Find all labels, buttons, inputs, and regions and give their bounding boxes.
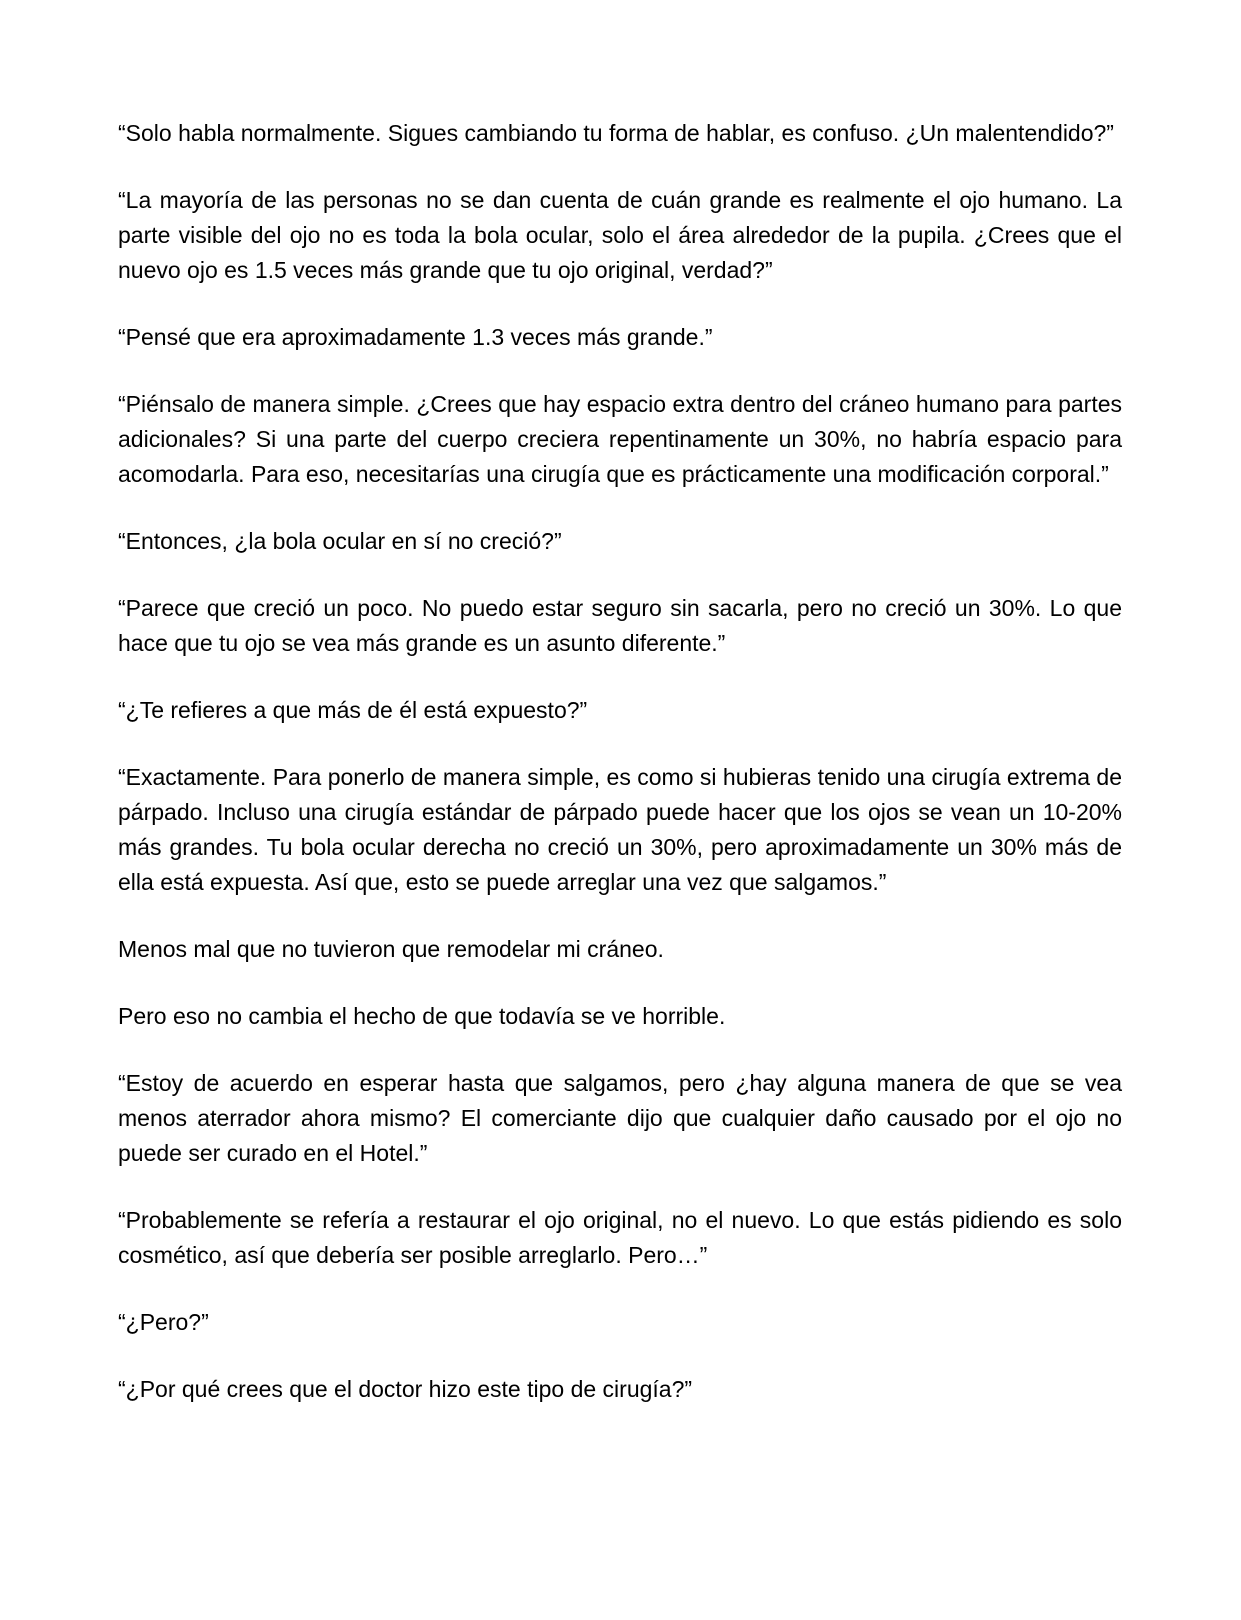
document-page [118,116,1122,1439]
paragraph-7: “¿Te refieres a que más de él está expuesto?” [118,697,588,723]
paragraph-10: Pero eso no cambia el hecho de que todavía se ve horrible. [118,1003,726,1029]
paragraph-12: “Probablemente se refería a restaurar el ojo original, no el nuevo. Lo que estás pidiendo es solo cosmético, así que debería ser posible arreglarlo. Pero…” [118,1207,1122,1268]
paragraph-8: “Exactamente. Para ponerlo de manera simple, es como si hubieras tenido una cirugía extrema de párpado. Incluso una cirugía estándar de párpado puede hacer que los ojos se vean un 10-20% más grandes. Tu bola ocular derecha no creció un 30%, pero aproximadamente un 30% más de ella está expuesta. Así que, esto se puede arreglar una vez que salgamos.” [118,764,1122,895]
paragraph-14: “¿Por qué crees que el doctor hizo este tipo de cirugía?” [118,1376,693,1402]
paragraph-9: Menos mal que no tuvieron que remodelar mi cráneo. [118,936,664,962]
paragraph-6: “Parece que creció un poco. No puedo estar seguro sin sacarla, pero no creció un 30%. Lo que hace que tu ojo se vea más grande es un asunto diferente.” [118,595,1122,656]
paragraph-3: “Pensé que era aproximadamente 1.3 veces más grande.” [118,324,713,350]
paragraph-4: “Piénsalo de manera simple. ¿Crees que hay espacio extra dentro del cráneo humano para partes adicionales? Si una parte del cuerpo creciera repentinamente un 30%, no habría espacio para acomodarla. Para eso, necesitarías una cirugía que es prácticamente una modificación corporal.” [118,391,1122,487]
paragraph-11: “Estoy de acuerdo en esperar hasta que salgamos, pero ¿hay alguna manera de que se vea menos aterrador ahora mismo? El comerciante dijo que cualquier daño causado por el ojo no puede ser curado en el Hotel.” [118,1070,1122,1166]
paragraph-13: “¿Pero?” [118,1309,209,1335]
paragraph-2: “La mayoría de las personas no se dan cuenta de cuán grande es realmente el ojo humano. La parte visible del ojo no es toda la bola ocular, solo el área alrededor de la pupila. ¿Crees que el nuevo ojo es 1.5 veces más grande que tu ojo original, verdad?” [118,187,1122,283]
paragraph-5: “Entonces, ¿la bola ocular en sí no creció?” [118,528,562,554]
paragraph-1: “Solo habla normalmente. Sigues cambiando tu forma de hablar, es confuso. ¿Un malentendido?” [118,120,1114,146]
